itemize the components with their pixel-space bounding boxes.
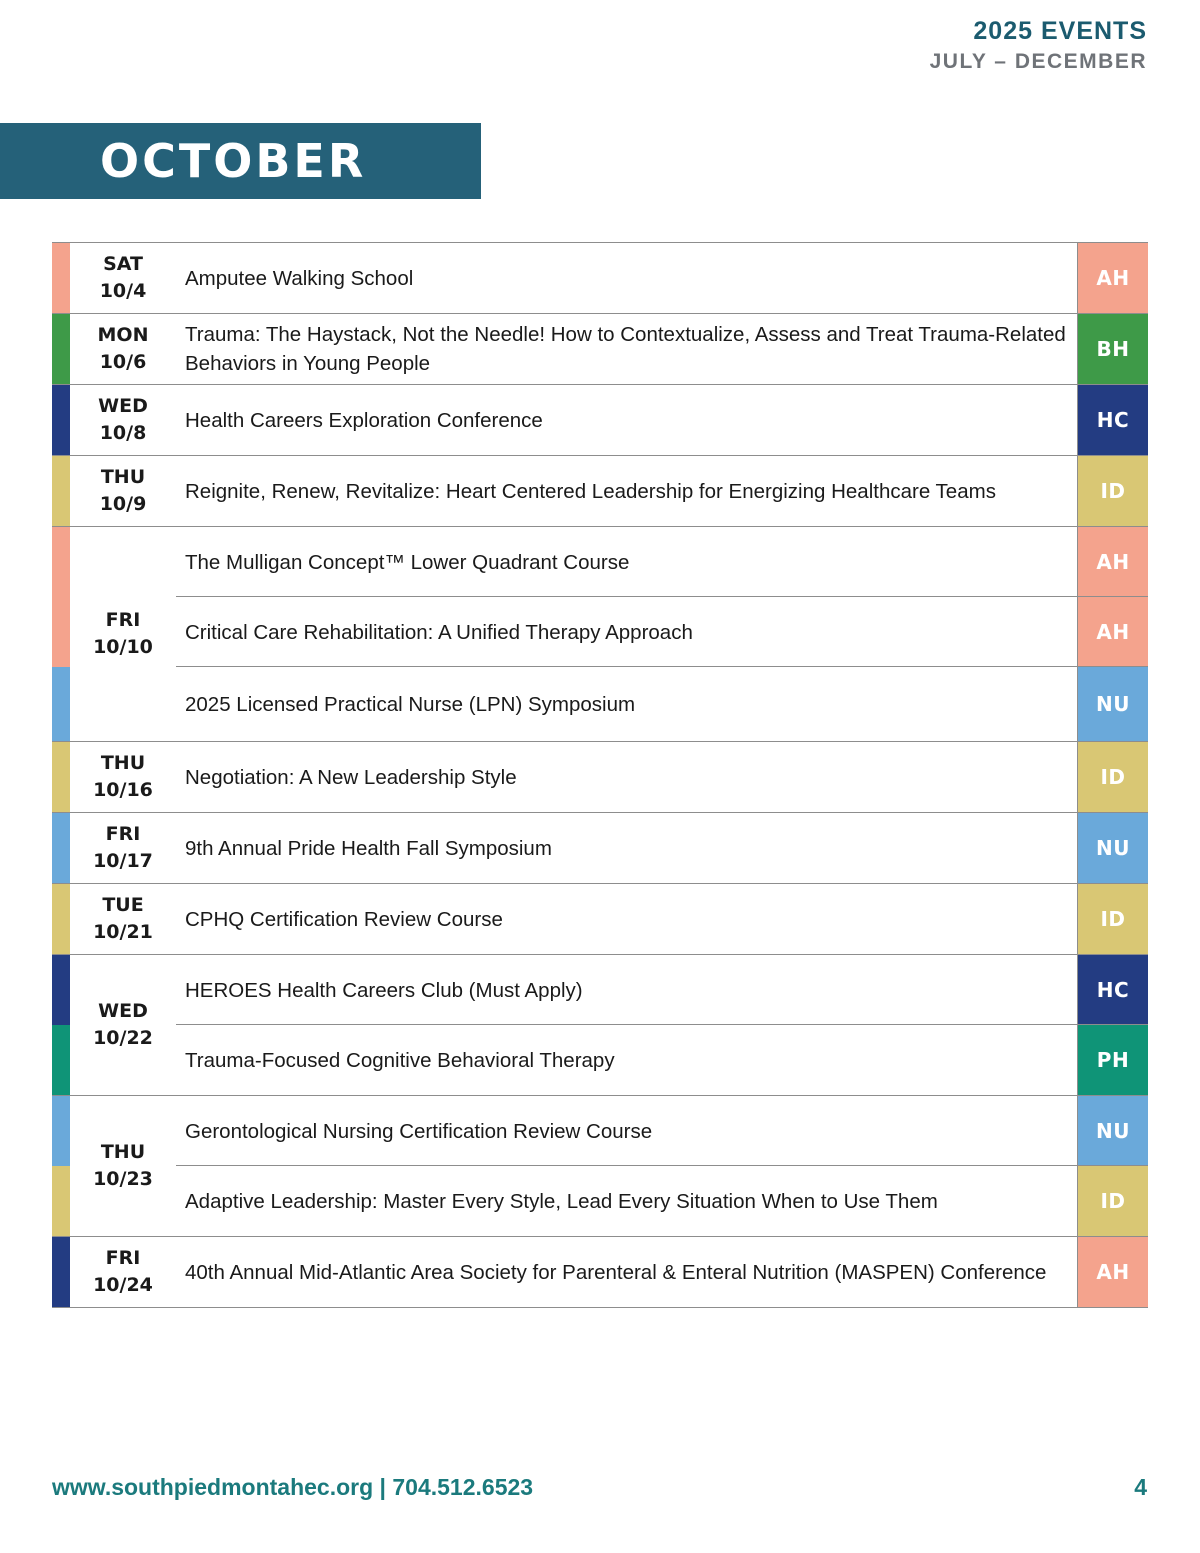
header-title: 2025 EVENTS (973, 17, 1147, 45)
event-title[interactable]: Adaptive Leadership: Master Every Style, Lead Every Situation When to Use Them (185, 1189, 938, 1213)
event-row[interactable] (52, 597, 1148, 667)
day-of-week: WED (98, 1000, 148, 1022)
event-date (70, 884, 176, 954)
event-date (70, 813, 176, 883)
event-row[interactable] (52, 884, 1148, 954)
footer-contact[interactable]: www.southpiedmontahec.org | 704.512.6523 (52, 1474, 534, 1500)
event-title[interactable]: Critical Care Rehabilitation: A Unified Therapy Approach (185, 620, 693, 644)
event-title[interactable]: The Mulligan Concept™ Lower Quadrant Course (185, 550, 630, 574)
day-events (52, 243, 1148, 313)
category-badge: AH (1078, 243, 1148, 313)
category-color-bar (52, 527, 70, 597)
day-events (52, 1237, 1148, 1307)
event-title[interactable]: 40th Annual Mid-Atlantic Area Society for Parenteral & Enteral Nutrition (MASPEN) Conference (185, 1260, 1047, 1284)
category-badge: NU (1078, 813, 1148, 883)
category-color-bar (52, 1166, 70, 1236)
category-badge: AH (1078, 1237, 1148, 1307)
day-events (52, 1096, 1148, 1236)
day-events (52, 955, 1148, 1095)
day-group (52, 813, 1148, 884)
category-color-bar (52, 385, 70, 455)
category-badge: ID (1078, 742, 1148, 812)
day-group (52, 314, 1148, 385)
category-color-bar (52, 243, 70, 313)
category-color-bar (52, 1096, 70, 1166)
event-row[interactable] (52, 1166, 1148, 1236)
category-badge: AH (1078, 527, 1148, 597)
category-badge: ID (1078, 1166, 1148, 1236)
category-badge: PH (1078, 1025, 1148, 1095)
event-row[interactable] (52, 243, 1148, 313)
day-of-week: TUE (102, 894, 144, 916)
event-date (70, 385, 176, 455)
date-label: 10/6 (99, 351, 147, 373)
category-color-bar (52, 1025, 70, 1095)
day-events (52, 884, 1148, 954)
event-row[interactable] (52, 527, 1148, 597)
day-events (52, 813, 1148, 883)
event-title[interactable]: 2025 Licensed Practical Nurse (LPN) Symposium (185, 692, 636, 716)
day-group (52, 1096, 1148, 1237)
event-row[interactable] (52, 385, 1148, 455)
category-color-bar (52, 955, 70, 1025)
category-color-bar (52, 742, 70, 812)
event-row[interactable] (52, 955, 1148, 1025)
category-color-bar (52, 597, 70, 667)
day-group (52, 243, 1148, 314)
event-row[interactable] (52, 742, 1148, 812)
event-title[interactable]: Gerontological Nursing Certification Review Course (185, 1119, 653, 1143)
event-title[interactable]: Reignite, Renew, Revitalize: Heart Centered Leadership for Energizing Healthcare Teams (185, 479, 996, 503)
date-label: 10/8 (99, 422, 147, 444)
event-row[interactable] (52, 1096, 1148, 1166)
day-of-week: THU (100, 466, 146, 488)
day-events (52, 527, 1148, 741)
day-of-week: THU (100, 752, 146, 774)
day-of-week: MON (97, 324, 149, 346)
day-events (52, 742, 1148, 812)
event-title[interactable]: Trauma-Focused Cognitive Behavioral Therapy (185, 1048, 615, 1072)
event-row[interactable] (52, 1237, 1148, 1307)
day-group (52, 884, 1148, 955)
event-row[interactable] (52, 1025, 1148, 1095)
category-badge: NU (1078, 1096, 1148, 1166)
event-date (70, 955, 176, 1095)
event-title[interactable]: Negotiation: A New Leadership Style (185, 765, 517, 789)
day-group (52, 955, 1148, 1096)
date-label: 10/24 (93, 1274, 153, 1296)
event-row[interactable] (52, 314, 1148, 384)
category-badge: NU (1078, 667, 1148, 741)
category-color-bar (52, 314, 70, 384)
day-of-week: FRI (105, 609, 141, 631)
day-of-week: WED (98, 395, 148, 417)
day-events (52, 385, 1148, 455)
category-badge: HC (1078, 385, 1148, 455)
category-color-bar (52, 1237, 70, 1307)
event-row[interactable] (52, 813, 1148, 883)
event-title[interactable]: HEROES Health Careers Club (Must Apply) (185, 978, 583, 1002)
event-date (70, 314, 176, 384)
event-date (70, 243, 176, 313)
category-color-bar (52, 813, 70, 883)
day-group (52, 742, 1148, 813)
category-color-bar (52, 884, 70, 954)
day-group (52, 527, 1148, 742)
events-table (52, 242, 1148, 1308)
page-number: 4 (1134, 1474, 1147, 1500)
category-badge: AH (1078, 597, 1148, 667)
date-label: 10/17 (93, 850, 153, 872)
date-label: 10/9 (99, 493, 147, 515)
day-events (52, 314, 1148, 384)
event-row[interactable] (52, 456, 1148, 526)
event-title[interactable]: Amputee Walking School (185, 266, 414, 290)
day-group (52, 385, 1148, 456)
event-row[interactable] (52, 667, 1148, 741)
date-label: 10/10 (93, 636, 153, 658)
category-badge: ID (1078, 884, 1148, 954)
day-of-week: FRI (105, 823, 141, 845)
date-label: 10/22 (93, 1027, 153, 1049)
event-date (70, 742, 176, 812)
category-badge: HC (1078, 955, 1148, 1025)
category-color-bar (52, 667, 70, 741)
date-label: 10/21 (93, 921, 153, 943)
event-title[interactable]: 9th Annual Pride Health Fall Symposium (185, 836, 552, 860)
event-title[interactable]: CPHQ Certification Review Course (185, 907, 503, 931)
date-label: 10/23 (93, 1168, 153, 1190)
day-of-week: SAT (103, 253, 143, 275)
event-title[interactable]: Health Careers Exploration Conference (185, 408, 543, 432)
category-badge: BH (1078, 314, 1148, 384)
category-badge: ID (1078, 456, 1148, 526)
event-date (70, 1237, 176, 1307)
header-date-range: JULY – DECEMBER (929, 50, 1147, 73)
day-of-week: FRI (105, 1247, 141, 1269)
day-group (52, 456, 1148, 527)
day-group (52, 1237, 1148, 1308)
date-label: 10/4 (99, 280, 147, 302)
month-title: OCTOBER (100, 134, 367, 188)
category-color-bar (52, 456, 70, 526)
event-date (70, 527, 176, 741)
day-events (52, 456, 1148, 526)
event-title[interactable]: Trauma: The Haystack, Not the Needle! How to Contextualize, Assess and Treat Trauma-Related Behaviors in Young People (185, 323, 1066, 375)
event-date (70, 1096, 176, 1236)
month-banner (0, 123, 481, 199)
event-date (70, 456, 176, 526)
document-header (930, 16, 1147, 77)
day-of-week: THU (100, 1141, 146, 1163)
date-label: 10/16 (93, 779, 153, 801)
